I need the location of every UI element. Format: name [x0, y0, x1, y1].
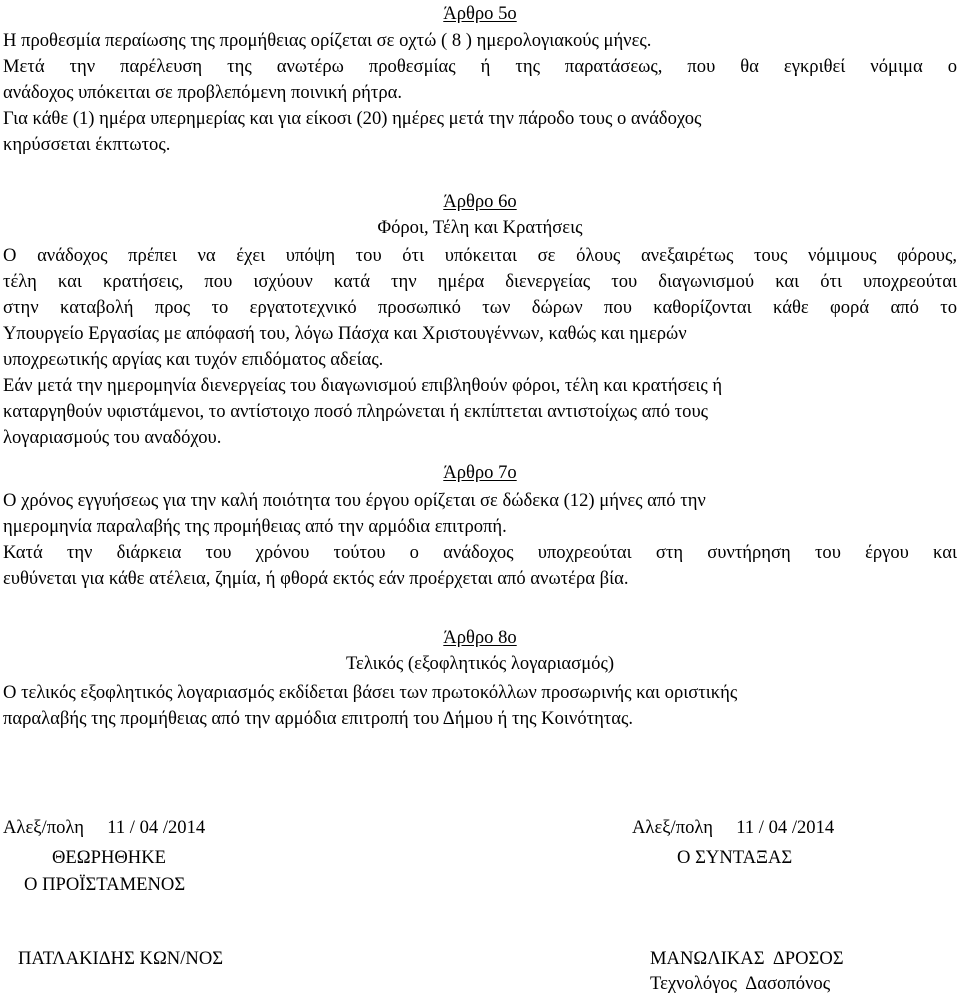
article-5-body	[3, 28, 957, 158]
right-signer-name: ΜΑΝΩΛΙΚΑΣ ΔΡΟΣΟΣ	[650, 948, 844, 969]
text-line: στην καταβολή προς το εργατοτεχνικό προσωπικό των δώρων που καθορίζονται κάθε φορά από το	[3, 297, 957, 318]
text-line: ανάδοχος υπόκειται σε προβλεπόμενη ποινική ρήτρα.	[3, 82, 402, 103]
left-status: ΘΕΩΡΗΘΗΚΕ	[52, 847, 167, 868]
article-8-body	[3, 680, 957, 732]
text-line: τέλη και κρατήσεις, που ισχύουν κατά την ημέρα διενεργείας του διαγωνισμού και ότι υποχρεούται	[3, 271, 957, 292]
text-line: υποχρεωτικής αργίας και τυχόν επιδόματος αδείας.	[3, 349, 384, 370]
article-6-body	[3, 243, 957, 451]
article-8-title: Άρθρο 8ο	[443, 627, 517, 648]
text-line: Υπουργείο Εργασίας με απόφασή του, λόγω Πάσχα και Χριστουγέννων, καθώς και ημερών	[3, 323, 687, 344]
text-line: λογαριασμούς του αναδόχου.	[3, 427, 222, 448]
right-role: Ο ΣΥΝΤΑΞΑΣ	[677, 847, 793, 868]
text-line: Κατά την διάρκεια του χρόνου τούτου ο ανάδοχος υποχρεούται στη συντήρηση του έργου και	[3, 542, 957, 563]
text-line: Η προθεσμία περαίωσης της προμήθειας ορίζεται σε οχτώ ( 8 ) ημερολογιακούς μήνες.	[3, 30, 652, 51]
text-line: Μετά την παρέλευση της ανωτέρω προθεσμίας ή της παρατάσεως, που θα εγκριθεί νόμιμα ο	[3, 56, 957, 77]
article-8-subtitle: Τελικός (εξοφλητικός λογαριασμός)	[345, 653, 615, 674]
left-place-date: Αλεξ/πολη 11 / 04 /2014	[3, 817, 206, 838]
article-7-body	[3, 488, 957, 592]
left-signer-name: ΠΑΤΛΑΚΙΔΗΣ ΚΩΝ/ΝΟΣ	[18, 948, 224, 969]
text-line: Ο ανάδοχος πρέπει να έχει υπόψη του ότι υπόκειται σε όλους ανεξαιρέτως τους νόμιμους φόρους,	[3, 245, 957, 266]
right-place-date: Αλεξ/πολη 11 / 04 /2014	[632, 817, 835, 838]
text-line: Ο τελικός εξοφλητικός λογαριασμός εκδίδεται βάσει των πρωτοκόλλων προσωρινής και οριστικής	[3, 682, 738, 703]
text-line: ημερομηνία παραλαβής της προμήθειας από την αρμόδια επιτροπή.	[3, 516, 507, 537]
text-line: Ο χρόνος εγγυήσεως για την καλή ποιότητα του έργου ορίζεται σε δώδεκα (12) μήνες από την	[3, 490, 706, 511]
left-role: Ο ΠΡΟΪΣΤΑΜΕΝΟΣ	[24, 874, 186, 895]
text-line: καταργηθούν υφιστάμενοι, το αντίστοιχο ποσό πληρώνεται ή εκπίπτεται αντιστοίχως από τους	[3, 401, 709, 422]
text-line: κηρύσσεται έκπτωτος.	[3, 134, 171, 155]
text-line: Εάν μετά την ημερομηνία διενεργείας του διαγωνισμού επιβληθούν φόροι, τέλη και κρατήσεις ή	[3, 375, 723, 396]
article-6-title: Άρθρο 6ο	[443, 191, 517, 212]
article-5-title: Άρθρο 5ο	[443, 3, 517, 24]
right-signer-title: Τεχνολόγος Δασοπόνος	[650, 973, 831, 994]
text-line: παραλαβής της προμήθειας από την αρμόδια επιτροπή του Δήμου ή της Κοινότητας.	[3, 708, 634, 729]
text-line: Για κάθε (1) ημέρα υπερημερίας και για είκοσι (20) ημέρες μετά την πάροδο τους ο ανάδοχος	[3, 108, 702, 129]
article-7-title: Άρθρο 7ο	[443, 462, 517, 483]
text-line: ευθύνεται για κάθε ατέλεια, ζημία, ή φθορά εκτός εάν προέρχεται από ανωτέρα βία.	[3, 568, 629, 589]
article-6-subtitle: Φόροι, Τέλη και Κρατήσεις	[377, 217, 583, 238]
